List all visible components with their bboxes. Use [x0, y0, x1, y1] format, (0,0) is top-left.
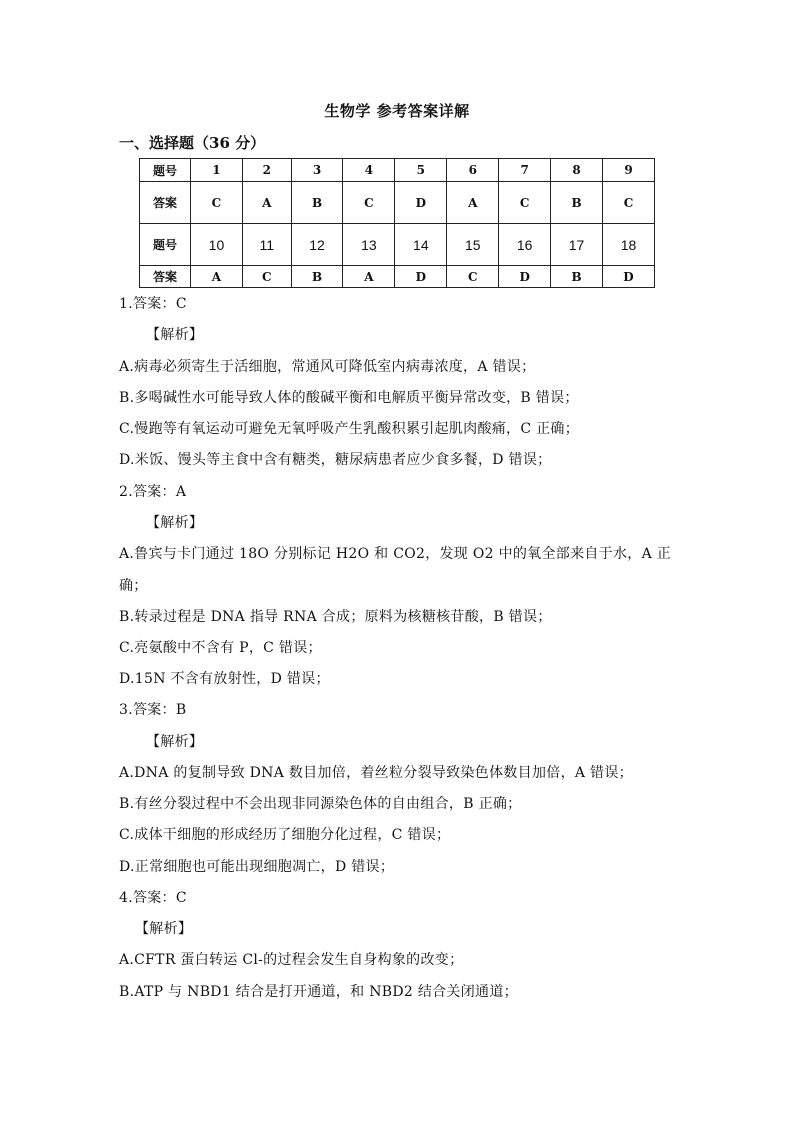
table-cell: 6 [447, 159, 499, 182]
table-cell: C [603, 182, 655, 224]
option-line: 确； [119, 578, 148, 594]
table-cell: D [499, 266, 551, 288]
option-line: A.病毒必须寄生于活细胞，常通风可降低室内病毒浓度，A 错误； [119, 359, 536, 375]
table-row [140, 224, 655, 266]
table-cell: 12 [291, 224, 343, 266]
answer-line: 1.答案：C [119, 296, 187, 312]
table-cell: C [447, 266, 499, 288]
table-cell: A [343, 266, 395, 288]
option-line: C.成体干细胞的形成经历了细胞分化过程，C 错误； [119, 827, 451, 843]
table-cell: 10 [191, 224, 243, 266]
table-cell: 7 [499, 159, 551, 182]
table-cell: 11 [242, 224, 291, 266]
table-cell: C [191, 182, 243, 224]
analysis-label: 【解析】 [146, 327, 204, 343]
table-cell: B [291, 266, 343, 288]
analysis-label: 【解析】 [135, 921, 193, 937]
table-cell: A [191, 266, 243, 288]
table-cell: A [447, 182, 499, 224]
table-cell: D [395, 266, 447, 288]
table-cell: 16 [499, 224, 551, 266]
table-cell: 3 [291, 159, 343, 182]
option-line: A.CFTR 蛋白转运 Cl-的过程会发生自身构象的改变； [119, 952, 464, 968]
option-line: B.转录过程是 DNA 指导 RNA 合成；原料为核糖核苷酸，B 错误； [119, 609, 552, 625]
table-row [140, 159, 655, 182]
option-line: B.ATP 与 NBD1 结合是打开通道，和 NBD2 结合关闭通道； [119, 984, 518, 1000]
table-cell: 18 [603, 224, 655, 266]
table-cell: 1 [191, 159, 243, 182]
table-cell: D [603, 266, 655, 288]
option-line: C.亮氨酸中不含有 P，C 错误； [119, 640, 322, 656]
table-cell: 2 [242, 159, 291, 182]
analysis-label: 【解析】 [146, 515, 204, 531]
table-cell: 答案 [140, 266, 191, 288]
page-title: 生物学 参考答案详解 [324, 102, 470, 120]
table-cell: 14 [395, 224, 447, 266]
table-row [140, 266, 655, 288]
table-cell: C [499, 182, 551, 224]
answer-line: 3.答案：B [119, 702, 187, 718]
table-cell: A [242, 182, 291, 224]
table-cell: C [242, 266, 291, 288]
table-cell: 9 [603, 159, 655, 182]
table-cell: 8 [551, 159, 603, 182]
answer-table [139, 158, 655, 288]
table-cell: B [551, 266, 603, 288]
table-cell: 13 [343, 224, 395, 266]
table-cell: 题号 [140, 224, 191, 266]
option-line: A.DNA 的复制导致 DNA 数目加倍，着丝粒分裂导致染色体数目加倍，A 错误； [119, 765, 633, 781]
table-cell: 17 [551, 224, 603, 266]
section-heading: 一、选择题（36 分） [119, 134, 266, 152]
option-line: D.正常细胞也可能出现细胞凋亡，D 错误； [119, 859, 395, 875]
table-cell: B [551, 182, 603, 224]
table-cell: 答案 [140, 182, 191, 224]
table-cell: B [291, 182, 343, 224]
answer-line: 2.答案：A [119, 484, 187, 500]
table-cell: C [343, 182, 395, 224]
option-line: D.15N 不含有放射性，D 错误； [119, 671, 330, 687]
table-cell: 5 [395, 159, 447, 182]
option-line: D.米饭、馒头等主食中含有糖类，糖尿病患者应少食多餐，D 错误； [119, 452, 552, 468]
table-cell: 4 [343, 159, 395, 182]
table-cell: 15 [447, 224, 499, 266]
table-cell: D [395, 182, 447, 224]
option-line: B.多喝碱性水可能导致人体的酸碱平衡和电解质平衡异常改变，B 错误； [119, 390, 579, 406]
table-cell: 题号 [140, 159, 191, 182]
option-line: C.慢跑等有氧运动可避免无氧呼吸产生乳酸积累引起肌肉酸痛，C 正确； [119, 421, 580, 437]
option-line: B.有丝分裂过程中不会出现非同源染色体的自由组合，B 正确； [119, 796, 522, 812]
table-row [140, 182, 655, 224]
option-line: A.鲁宾与卡门通过 18O 分别标记 H2O 和 CO2，发现 O2 中的氧全部来自于水，A 正 [119, 546, 672, 562]
analysis-label: 【解析】 [146, 734, 204, 750]
answer-line: 4.答案：C [119, 890, 187, 906]
